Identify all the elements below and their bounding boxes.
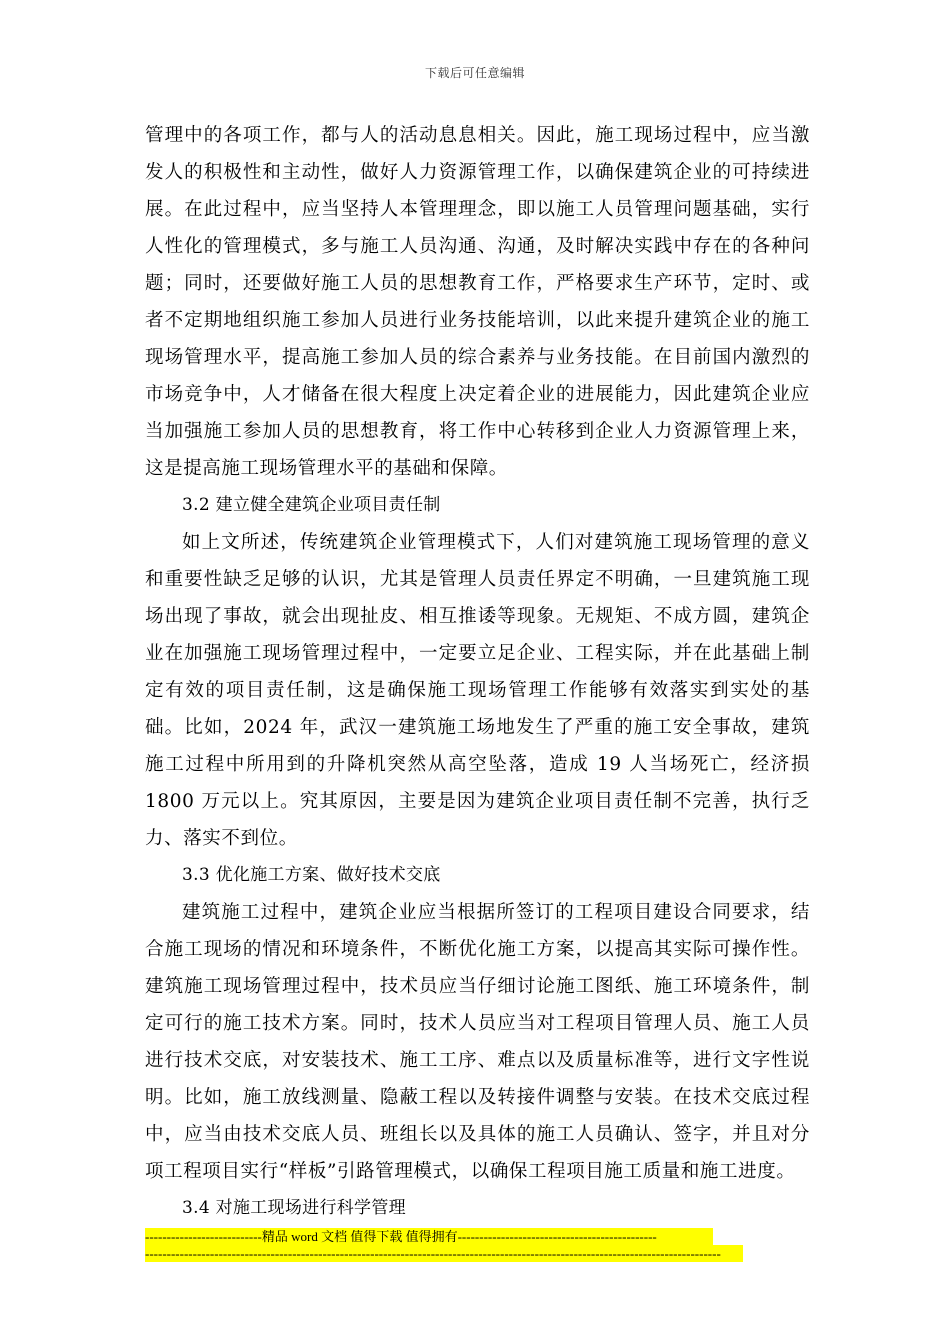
section-heading-3-3: 3.3 优化施工方案、做好技术交底 [182,865,441,885]
section-heading-3-4: 3.4 对施工现场进行科学管理 [182,1198,406,1218]
footer-line-1: ---------------------------精品 word 文档 值得下载 值得拥有---------------------------------------------- [145,1228,713,1245]
page-header: 下载后可任意编辑 [424,66,525,80]
document-body [145,117,810,1227]
footer-line-2: ------------------------------------------------------------------------------------------------------------------------------------- [145,1245,743,1262]
section-heading-3-2: 3.2 建立健全建筑企业项目责任制 [182,495,441,515]
footer-watermark-band [145,1228,743,1262]
paragraph-2: 如上文所述，传统建筑企业管理模式下，人们对建筑施工现场管理的意义和重要性缺乏足够的认识，尤其是管理人员责任界定不明确，一旦建筑施工现场出现了事故，就会出现扯皮、相互推诿等现象。无规矩、不成方圆，建筑企业在加强施工现场管理过程中，一定要立足企业、工程实际，并在此基础上制定有效的项目责任制，这是确保施工现场管理工作能够有效落实到实处的基础。比如，2024 年，武汉一建筑施工场地发生了严重的施工安全事故，建筑施工过程中所用到的升降机突然从高空坠落，造成 19 人当场死亡，经济损 1800 万元以上。究其原因，主要是因为建筑企业项目责任制不完善，执行乏力、落实不到位。 [145,532,810,849]
paragraph-3: 建筑施工过程中，建筑企业应当根据所签订的工程项目建设合同要求，结合施工现场的情况和环境条件，不断优化施工方案，以提高其实际可操作性。建筑施工现场管理过程中，技术员应当仔细讨论施工图纸、施工环境条件，制定可行的施工技术方案。同时，技术人员应当对工程项目管理人员、施工人员进行技术交底，对安装技术、施工工序、难点以及质量标准等，进行文字性说明。比如，施工放线测量、隐蔽工程以及转接件调整与安装。在技术交底过程中，应当由技术交底人员、班组长以及具体的施工人员确认、签字，并且对分项工程项目实行“样板”引路管理模式，以确保工程项目施工质量和施工进度。 [145,902,810,1182]
paragraph-1: 管理中的各项工作，都与人的活动息息相关。因此，施工现场过程中，应当激发人的积极性和主动性，做好人力资源管理工作，以确保建筑企业的可持续进展。在此过程中，应当坚持人本管理理念，即以施工人员管理问题基础，实行人性化的管理模式，多与施工人员沟通、沟通，及时解决实践中存在的各种问题；同时，还要做好施工人员的思想教育工作，严格要求生产环节，定时、或者不定期地组织施工参加人员进行业务技能培训，以此来提升建筑企业的施工现场管理水平，提高施工参加人员的综合素养与业务技能。在目前国内激烈的市场竞争中，人才储备在很大程度上决定着企业的进展能力，因此建筑企业应当加强施工参加人员的思想教育，将工作中心转移到企业人力资源管理上来，这是提高施工现场管理水平的基础和保障。 [145,125,810,479]
